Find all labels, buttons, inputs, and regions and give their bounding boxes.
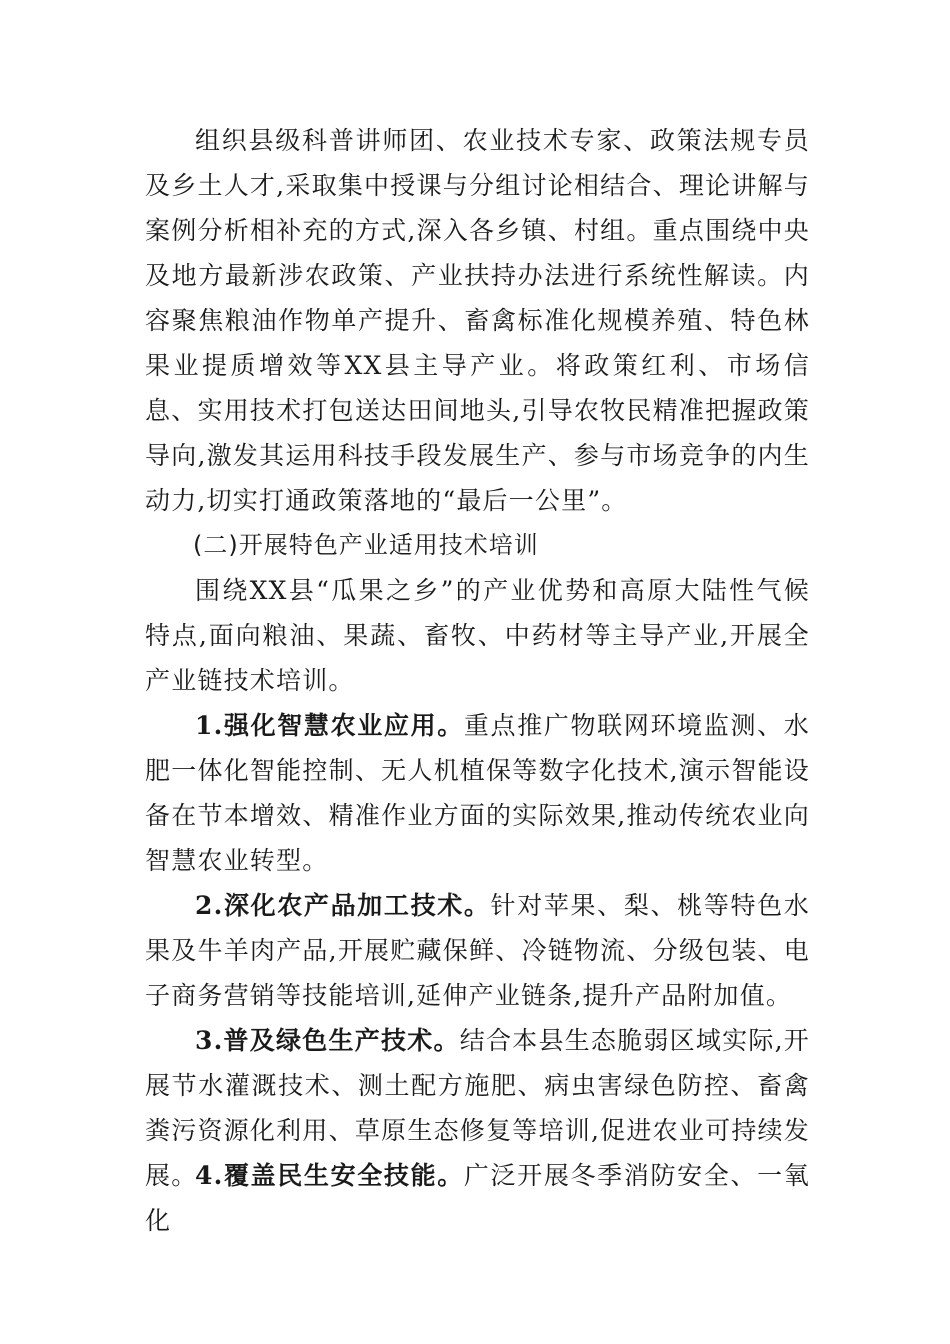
- item-body: 重点推广物联网环境监测、水肥一体化智能控制、无人机植保等数字化技术,演示智能设备在节本增效、精准作业方面的实际效果,推动传统农业向智慧农业转型。: [145, 711, 810, 875]
- item-title: 3.普及绿色生产技术。: [195, 1026, 460, 1055]
- item-body: 结合本县生态脆弱区域实际,开展节水灌溉技术、测土配方施肥、病虫害绿色防控、畜禽粪污资源化利用、草原生态修复等培训,促进农业可持续发展。: [145, 1026, 810, 1190]
- item-title: 2.深化农产品加工技术。: [195, 891, 491, 920]
- intro-text: 围绕XX县“瓜果之乡”的产业优势和高原大陆性气候特点,面向粮油、果蔬、畜牧、中药材等主导产业,开展全产业链技术培训。: [145, 576, 810, 695]
- paragraph-text: 组织县级科普讲师团、农业技术专家、政策法规专员及乡土人才,采取集中授课与分组讨论相结合、理论讲解与案例分析相补充的方式,深入各乡镇、村组。重点围绕中央及地方最新涉农政策、产业扶持办法进行系统性解读。内容聚焦粮油作物单产提升、畜禽标准化规模养殖、特色林果业提质增效等XX县主导产业。将政策红利、市场信息、实用技术打包送达田间地头,引导农牧民精准把握政策导向,激发其运用科技手段发展生产、参与市场竞争的内生动力,切实打通政策落地的“最后一公里”。: [145, 126, 810, 515]
- list-item: [145, 703, 810, 883]
- item-title: 4.覆盖民生安全技能。: [195, 1161, 464, 1190]
- section-heading-text: (二)开展特色产业适用技术培训: [193, 531, 539, 559]
- section-heading: [145, 523, 810, 568]
- list-item: [145, 1153, 810, 1243]
- paragraph-intro: [145, 568, 810, 703]
- list-item: [145, 883, 810, 1018]
- item-body: 广泛开展冬季消防安全、一氧化: [145, 1161, 810, 1235]
- paragraph-policy: [145, 118, 810, 523]
- item-body: 针对苹果、梨、桃等特色水果及牛羊肉产品,开展贮藏保鲜、冷链物流、分级包装、电子商务营销等技能培训,延伸产业链条,提升产品附加值。: [145, 891, 810, 1010]
- item-title: 1.强化智慧农业应用。: [195, 711, 464, 740]
